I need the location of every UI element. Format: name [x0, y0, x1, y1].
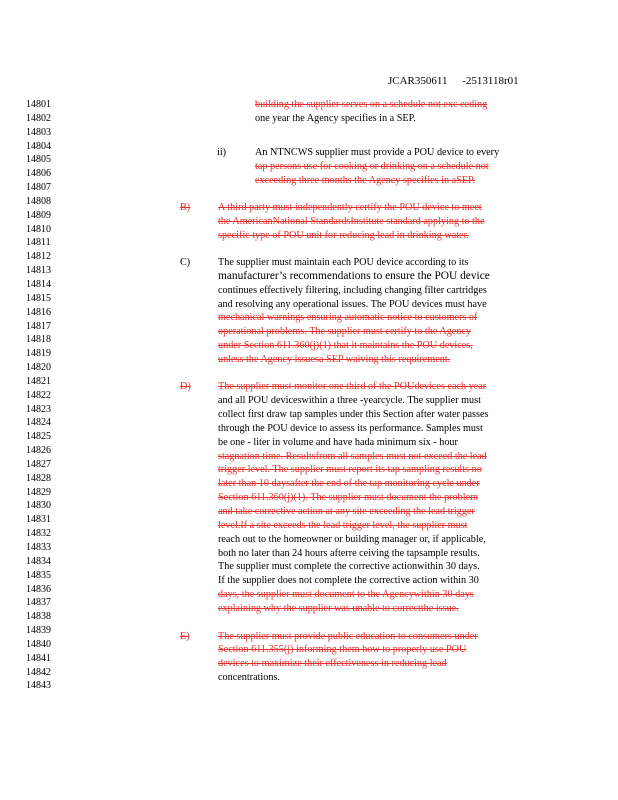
- text-line-14836: days, the supplier must document to the Agencywithin 30 days: [218, 589, 474, 600]
- text-line-14831: level.If a site exceeds the lead trigger level, the supplier must: [218, 520, 468, 531]
- line-number: 14817: [26, 320, 51, 332]
- line-number: 14807: [26, 182, 51, 194]
- text-line-14806: exceeding three months the Agency specifies in aSEP.: [255, 175, 476, 186]
- text-line-14810: specific type of POU unit for reducing lead in drinking water.: [218, 230, 469, 241]
- label-d: D): [180, 381, 191, 392]
- text-line-14829: Section 611.360(j)(1). The supplier must document the problem: [218, 492, 479, 503]
- line-number: 14805: [26, 154, 51, 166]
- line-number: 14829: [26, 486, 51, 498]
- text-line-14821: The supplier must monitor one third of the POUdevices each year: [218, 381, 487, 392]
- line-number: 14843: [26, 680, 51, 692]
- label-b: B): [180, 202, 191, 213]
- text-line-14832: reach out to the homeowner or building manager or, if applicable,: [218, 534, 486, 545]
- line-number: 14825: [26, 431, 51, 443]
- line-number: 14806: [26, 168, 51, 180]
- line-number: 14804: [26, 140, 51, 152]
- text-line-14839: The supplier must provide public education to consumers under: [218, 631, 478, 642]
- text-line-14812: The supplier must maintain each POU device according to its: [218, 257, 469, 268]
- text-line-14841: devices to maximize their effectiveness in reducing lead: [218, 658, 447, 669]
- text-line-14805: tap persons use for cooking or drinking on a schedule not: [255, 161, 489, 172]
- text-line-14827: trigger level. The supplier must report its tap sampling results no: [218, 464, 482, 475]
- line-number: 14820: [26, 362, 51, 374]
- line-number: 14842: [26, 666, 51, 678]
- line-number: 14841: [26, 652, 51, 664]
- line-number: 14802: [26, 112, 51, 124]
- line-number: 14811: [26, 237, 51, 249]
- line-number: 14821: [26, 375, 51, 387]
- text-line-14833: both no later than 24 hours afterre ceiving the tapsample results.: [218, 548, 480, 559]
- text-line-14814: continues effectively filtering, including changing filter cartridges: [218, 285, 487, 296]
- label-e: E): [180, 631, 190, 642]
- line-number: 14815: [26, 292, 51, 304]
- text-line-14822: and all POU deviceswithin a three -yearcycle. The supplier must: [218, 395, 481, 406]
- text-line-14830: and take corrective action at any site exceeding the lead trigger: [218, 506, 475, 517]
- text-line-14802: one year the Agency specifies in a SEP.: [255, 113, 416, 124]
- line-number: 14814: [26, 278, 51, 290]
- text-line-14823: collect first draw tap samples under this Section after water passes: [218, 409, 489, 420]
- line-number: 14839: [26, 625, 51, 637]
- line-number: 14833: [26, 542, 51, 553]
- line-number: 14828: [26, 472, 51, 484]
- line-number: 14834: [26, 555, 51, 567]
- text-line-14804: An NTNCWS supplier must provide a POU device to every: [255, 147, 500, 158]
- doc-revision: -2513118r01: [462, 75, 519, 87]
- line-number: 14812: [26, 251, 51, 263]
- text-line-14837: explaining why the supplier was unable to correctthe issue.: [218, 603, 459, 614]
- line-number-column: [26, 98, 66, 693]
- line-number: 14809: [26, 209, 51, 221]
- line-number: 14808: [26, 195, 51, 207]
- line-number: 14830: [26, 500, 51, 512]
- text-line-14842: concentrations.: [218, 672, 280, 683]
- text-line-14813: manufacturer’s recommendations to ensure the POU device: [218, 270, 490, 282]
- text-line-14815: and resolving any operational issues. The POU devices must have: [218, 299, 487, 310]
- line-number: 14803: [26, 126, 51, 138]
- text-line-14824: through the POU device to assess its performance. Samples must: [218, 423, 483, 434]
- line-number: 14826: [26, 445, 51, 457]
- text-line-14809: the AmericanNational StandardsInstitute standard applying to the: [218, 216, 485, 227]
- line-number: 14831: [26, 514, 51, 526]
- text-line-14817: operational problems. The supplier must certify to the Agency: [218, 326, 472, 337]
- line-number: 14816: [26, 306, 51, 318]
- line-number: 14818: [26, 334, 51, 346]
- label-c: C): [180, 257, 191, 268]
- line-number: 14813: [26, 265, 51, 277]
- line-number: 14810: [26, 223, 51, 235]
- text-line-14826: stagnation time. Resultsfrom all samples must not exceed the lead: [218, 451, 487, 462]
- line-number: 14824: [26, 417, 51, 429]
- text-line-14801: building the supplier serves on a schedule not exc eeding: [255, 99, 488, 110]
- document-header: [388, 75, 519, 87]
- line-number: 14822: [26, 389, 51, 401]
- line-number: 14801: [26, 99, 51, 110]
- line-number: 14837: [26, 597, 51, 609]
- line-number: 14836: [26, 583, 51, 595]
- line-number: 14832: [26, 528, 51, 540]
- line-number: 14838: [26, 611, 51, 623]
- doc-id: JCAR350611: [388, 75, 448, 87]
- text-line-14808: A third party must independently certify the POU device to meet: [218, 202, 482, 213]
- text-line-14825: be one - liter in volume and have hada minimum six - hour: [218, 437, 458, 448]
- line-number: 14840: [26, 638, 51, 650]
- text-line-14818: under Section 611.360(j)(1) that it maintains the POU devices,: [218, 340, 473, 351]
- line-number: 14823: [26, 403, 51, 415]
- text-line-14828: later than 10 daysafter the end of the tap monitoring cycle under: [218, 478, 480, 489]
- text-line-14840: Section 611.355(j) informing them how to properly use POU: [218, 644, 467, 655]
- line-number: 14819: [26, 348, 51, 360]
- line-number: 14835: [26, 569, 51, 581]
- text-line-14834: The supplier must complete the corrective actionwithin 30 days.: [218, 561, 480, 572]
- text-line-14816: mechanical warnings ensuring automatic notice to customers of: [218, 312, 478, 323]
- text-line-14835: If the supplier does not complete the corrective action within 30: [218, 575, 479, 586]
- text-line-14819: unless the Agency issuesa SEP waiving this requirement.: [218, 354, 451, 365]
- line-number: 14827: [26, 458, 51, 470]
- label-ii: ii): [217, 147, 227, 158]
